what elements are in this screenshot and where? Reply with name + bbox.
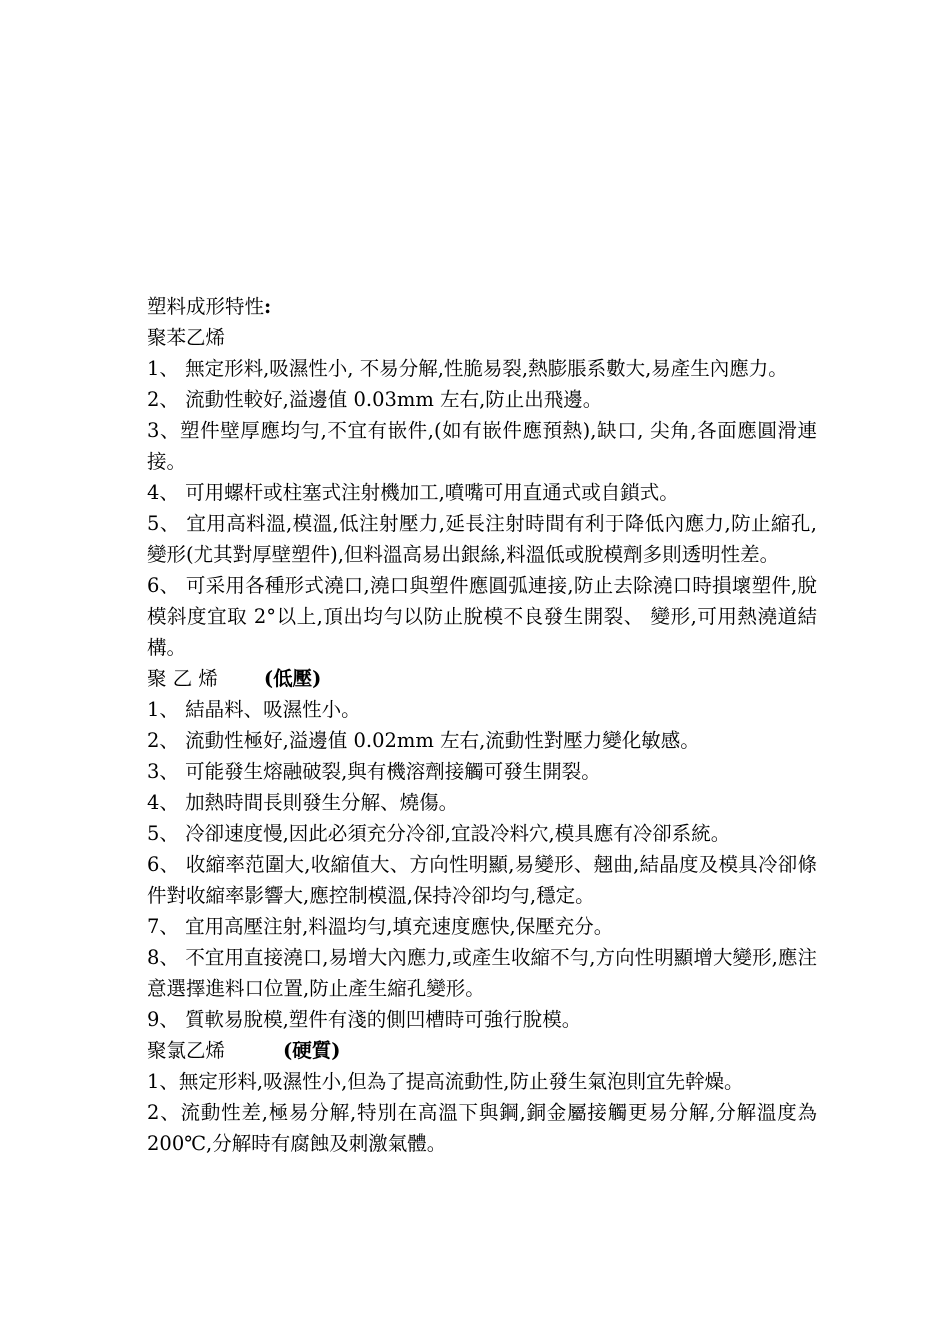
list-item: 3、塑件壁厚應均勻,不宜有嵌件,(如有嵌件應預熱),缺口, 尖角,各面應圓滑連接。 <box>147 419 817 473</box>
section-heading-polyethylene <box>147 663 817 694</box>
section-heading-polystyrene <box>147 322 817 353</box>
section-name: 聚氯乙烯 <box>147 1039 226 1062</box>
section-heading-pvc <box>147 1035 817 1066</box>
list-item: 1、 無定形料,吸濕性小, 不易分解,性脆易裂,熱膨脹系數大,易產生內應力。 <box>147 357 788 380</box>
title-text: 塑料成形特性 <box>147 295 265 318</box>
list-item: 7、 宜用高壓注射,料溫均勻,填充速度應快,保壓充分。 <box>147 915 614 938</box>
list-item: 8、 不宜用直接澆口,易增大內應力,或產生收縮不勻,方向性明顯增大變形,應注意選擇進料口位置,防止產生縮孔變形。 <box>147 946 817 1000</box>
section-qualifier: (硬質) <box>283 1039 341 1062</box>
section-name: 聚 乙 烯 <box>147 667 218 690</box>
list-item: 6、 可采用各種形式澆口,澆口與塑件應圓弧連接,防止去除澆口時損壞塑件,脫模斜度宜取 2°以上,頂出均勻以防止脫模不良發生開裂、 變形,可用熱澆道結構。 <box>147 574 817 659</box>
title-colon: : <box>264 295 272 318</box>
list-item: 1、 結晶料、吸濕性小。 <box>147 698 361 721</box>
list-item: 6、 收縮率范圍大,收縮值大、方向性明顯,易變形、翹曲,結晶度及模具冷卻條件對收縮率影響大,應控制模溫,保持冷卻均勻,穩定。 <box>147 853 817 907</box>
list-item: 5、 宜用高料溫,模溫,低注射壓力,延長注射時間有利于降低內應力,防止縮孔,變形(尤其對厚壁塑件),但料溫高易出銀絲,料溫低或脫模劑多則透明性差。 <box>147 512 817 566</box>
list-item: 2、 流動性極好,溢邊值 0.02mm 左右,流動性對壓力變化敏感。 <box>147 729 700 752</box>
section-qualifier: (低壓) <box>263 667 322 690</box>
list-item: 2、流動性差,極易分解,特別在高溫下與鋼,銅金屬接觸更易分解,分解溫度為 200℃,分解時有腐蝕及刺激氣體。 <box>147 1101 817 1155</box>
document-title <box>147 291 817 322</box>
document-body <box>147 291 817 1159</box>
list-item: 5、 冷卻速度慢,因此必須充分冷卻,宜設冷料穴,模具應有冷卻系統。 <box>147 822 731 845</box>
list-item: 3、 可能發生熔融破裂,與有機溶劑接觸可發生開裂。 <box>147 760 601 783</box>
section-name: 聚苯乙烯 <box>147 326 226 349</box>
list-item: 1、無定形料,吸濕性小,但為了提高流動性,防止發生氣泡則宜先幹燥。 <box>147 1070 744 1093</box>
list-item: 9、 質軟易脫模,塑件有淺的側凹槽時可強行脫模。 <box>147 1008 582 1031</box>
list-item: 4、 可用螺杆或柱塞式注射機加工,噴嘴可用直通式或自鎖式。 <box>147 481 679 504</box>
list-item: 2、 流動性較好,溢邊值 0.03mm 左右,防止出飛邊。 <box>147 388 603 411</box>
list-item: 4、 加熱時間長則發生分解、燒傷。 <box>147 791 459 814</box>
